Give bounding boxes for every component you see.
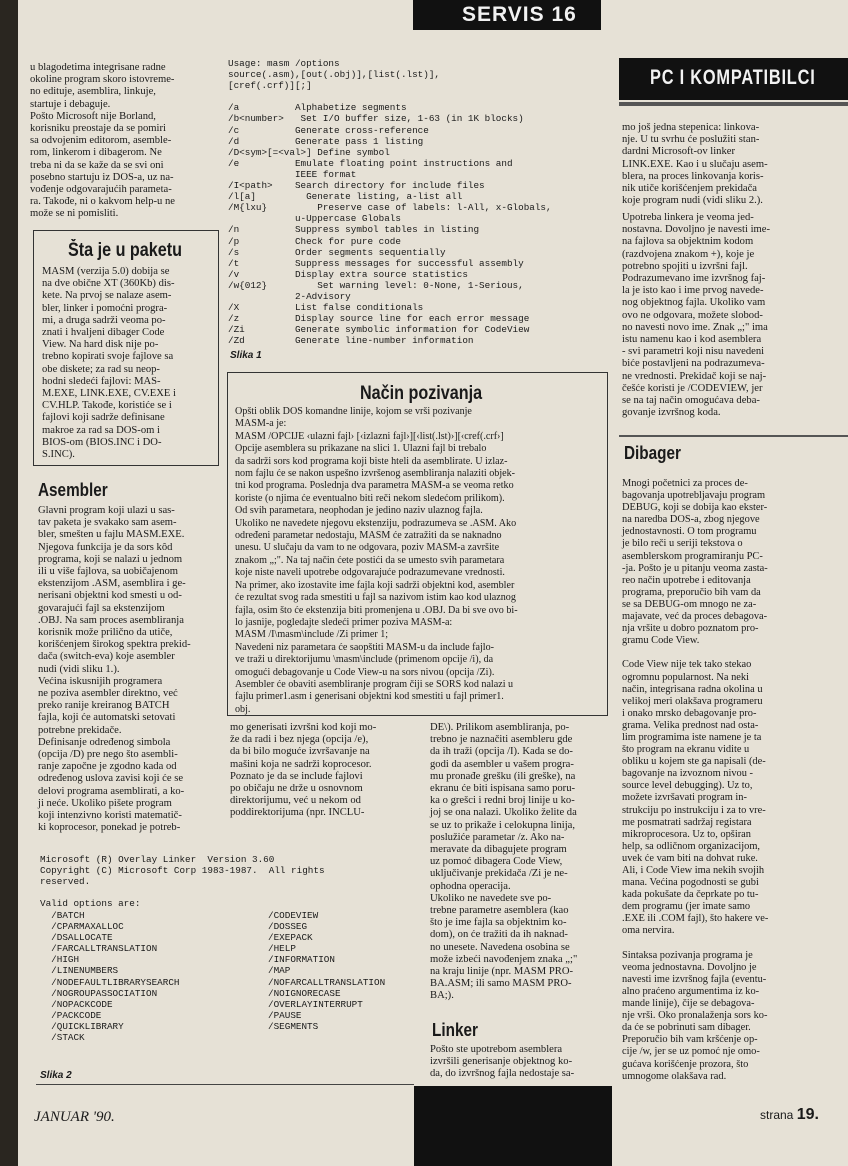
dibager-text: Mnogi početnici za proces de- bagovanja upotrebljavaju program DEBUG, koji se dobija kao ekster- na naredba DOS-a, zbog njegove jednostavnosti. O tom programu je bilo reči u seriji tekstova o asemblerskom programiranju PC- -ja. Pošto je u pitanju veoma zasta- reo način upotrebe i editovanja programa, preporučio bih vam da se sa DEBUG-om mnogo ne za- majavate, već da proces debagova- nja vršite u dobro poznatom pro- gramu Code View. Code View nije tek tako stekao ogromnu popularnost. Na neki način, integrisana radna okolina u velikoj meri olakšava programeru i onako mrsko debagovanje pro- grama. Velika prednost nad osta- lim programima iste namene je ta što program na ekranu vidite u obliku u kojem ste ga napisali (de- bagovanje na izvoznom nivou - source level debugging). Uz to, možete izvršavati program in- strukciju po instrukciju i za to vre- me posmatrati sadržaj registara mikroprocesora. Uz to, opširan help, sa odličnom organizacijom, uvek će vam biti na dohvat ruke. Ali, i Code View ima nekih svojih mana. Većina pogodnosti se gubi kada pokušate da čeprkate po tu- dem programu (jer imate samo .EXE ili .COM fajl), što hakere ve- oma nervira. Sintaksa pozivanja programa je veoma jednostavna. Dovoljno je navesti ime izvršnog fajla (eventu- alno praćeno argumentima iz ko- mande linije), čije se debagova- nje vrši. Oko pronalaženja sors ko- da će se pobrinuti sam dibager. Preporučio bih vam kršćenje op- cije /w, jer se uz pomoć nje omo- gućava korišćenje prozora, što umnogome olakšava rad.: [622, 478, 769, 1082]
page-edge: [0, 0, 18, 1166]
figure-1-caption: Slika 1: [230, 350, 262, 361]
section-title: PC I KOMPATIBILCI: [650, 66, 816, 89]
package-box-text: MASM (verzija 5.0) dobija se na dve obične XT (360Kb) dis- kete. Na prvoj se nalaze asem- bler, linker i pomoćni progra- mi, a druga sadrži veoma po- znati i hvaljeni dibager Code View. Na hard disk nije po- trebno kopirati svoje fajlove sa obe diskete; za rad su neop- hodni sledeći fajlovi: MAS- M.EXE, LINK.EXE, CV.EXE i CV.HLP. Takođe, koristiće se i fajlovi koji sadrže definisane makroe za rad sa DOS-om i BIOS-om (BIOS.INC i DO- S.INC).: [42, 266, 176, 461]
page-number: [760, 1106, 819, 1124]
linker-header-listing: Microsoft (R) Overlay Linker Version 3.60 Copyright (C) Microsoft Corp 1983-1987. All rights reserved. Valid options are:: [40, 854, 325, 910]
linker-heading: Linker: [432, 1020, 478, 1040]
page-label: strana: [760, 1108, 794, 1122]
include-text: mo generisati izvršni kod koji mo- že da radi i bez njega (opcija /e), da bi bilo moguće izvršavanje na mašini koja ne sadrži koprocesor. Poznato je da se include fajlovi po običaju ne drže u osnovnom direktorijumu, već u nekom od poddirektorijuma (npr. INCLU-: [230, 722, 377, 819]
asembler-heading: Asembler: [38, 480, 108, 500]
package-box-title: Šta je u paketu: [68, 240, 182, 261]
dibager-rule: [619, 435, 848, 437]
intro-text: u blagodetima integrisane radne okoline program skoro istovreme- no edituje, asemblira, linkuje, startuje i debaguje. Pošto Microsoft nije Borland, korisniku preostaje da se pomiri sa odvojenim editorom, asemble- rom, linkerom i dibagerom. Ne treba ni da se kaže da se svi oni posebno startuju iz DOS-a, uz na- vođenje odgovarajućih parameta- ra. Takođe, ni o kakvom help-u ne može se ni pomisliti.: [30, 62, 175, 220]
invocation-title: Način pozivanja: [360, 383, 483, 404]
footer-date: JANUAR '90.: [34, 1109, 115, 1125]
servis-header-title: SERVIS 16: [462, 3, 577, 26]
page-number-value: 19.: [796, 1106, 819, 1123]
linker-usage-text: Upotreba linkera je veoma jed- nostavna. Dovoljno je navesti ime- na fajlova sa objektnim kodom (razdvojena znakom +), koje je potrebno spojiti u izvršni fajl. Podrazumevano ime izvršnog faj- la je isto kao i ime prvog navede- nog objektnog fajla. Ukoliko vam ovo ne odgovara, možete slobod- no navesti novo ime. Znak „;" ima istu namenu kao i kod asemblera - svi parametri koji nisu navedeni biće postavljeni na podrazumeva- ne vrednosti. Prekidač koji se naj- češće koristi je /CODEVIEW, jer se na taj način omogućava deba- govanje izvršnog koda.: [622, 212, 770, 419]
linking-text: mo još jedna stepenica: linkova- nje. U tu svrhu će poslužiti stan- dardni Microsoft-ov linker LINK.EXE. Kao i u slučaju asem- blera, na proces linkovanja koris- nik utiče korišćenjem prekidača koje program nudi (vidi sliku 2.).: [622, 122, 768, 207]
asm-params-text: DE\). Prilikom asembliranja, po- trebno je naznačiti asembleru gde da ih traži (opcija /I). Kada se do- godi da asembler u vašem progra- mu pronađe grešku (ili greške), na ekranu će biti ispisana samo poru- ka o grešci i redni broj linije u ko- joj se ona nalazi. Ukoliko želite da se uz to prikaže i celokupna linija, poslužiće parametar /z. Ako na- meravate da dibagujete program uz pomoć dibagera Code View, uključivanje prekidača /Zi je ne- ophodna operacija. Ukoliko ne navedete sve po- trebne parametre asemblera (kao što je ime fajla sa objektnim ko- dom), on će tražiti da ih naknad- no unesete. Navedena osobina se može izbeći navođenjem znaka „;" na kraju linije (npr. MASM PRO- BA.ASM; ili samo MASM PRO- BA;).: [430, 722, 578, 1002]
linker-options-right: /CODEVIEW /DOSSEG /EXEPACK /HELP /INFORMATION /MAP /NOFARCALLTRANSLATION /NOIGNORECASE /OVERLAYINTERRUPT /PAUSE /SEGMENTS: [268, 910, 386, 1032]
linker-text: Pošto ste upotrebom asemblera izvršili generisanje objektnog ko- da, do izvršnog fajla nedostaje sa-: [430, 1044, 575, 1080]
section-divider: [619, 102, 848, 106]
figure-2-caption: Slika 2: [40, 1070, 72, 1081]
footer-bar: [414, 1086, 612, 1166]
masm-options-listing: Usage: masm /options source(.asm),[out(.obj)],[list(.lst)], [cref(.crf)][;] /a Alphabetize segments /b<number> Set I/O buffer size, 1-63 (in 1K blocks) /c Generate cross-reference /d Generate pass 1 listing /D<sym>[=<val>] Define symbol /e Emulate floating point instructions and IEEE format /I<path> Search directory for include files /l[a] Generate listing, a-list all /M{lxu} Preserve case of labels: l-All, x-Globals, u-Uppercase Globals /n Suppress symbol tables in listing /p Check for pure code /s Order segments sequentially /t Suppress messages for successful assembly /v Display extra source statistics /w{012} Set warning level: 0-None, 1-Serious, 2-Advisory /X List false conditionals /z Display source line for each error message /Zi Generate symbolic information for CodeView /Zd Generate line-number information: [228, 58, 552, 347]
asembler-text: Glavni program koji ulazi u sas- tav paketa je svakako sam asem- bler, smešten u fajlu MASM.EXE. Njegova funkcija je da sors kôd programa, koji se nalazi u jednom ili u više fajlova, sa uobičajenom ekstenzijom .ASM, asemblira i ge- nerisani objektni kod smesti u od- govarajući fajl sa ekstenzijom .OBJ. Na sam proces asembliranja korisnik može prilično da utiče, korišćenjem širokog spektra prekid- dača (switch-eva) koje asembler nudi (vidi sliku 1.). Većina iskusnijih programera ne poziva asembler direktno, već preko ranije kreiranog BATCH fajla, koji će automatski setovati potrebne prekidače. Definisanje određenog simbola (opcija /D) pre nego što asembli- ranje započne je zgodno kada od određenog uslova zavisi koji će se delovi programa asemblirati, a ko- ji neće. Ukoliko pišete program koji intenzivno koristi matematič- ki koprocesor, ponekad je potreb-: [38, 505, 191, 834]
dibager-heading: Dibager: [624, 443, 681, 463]
linker-options-left: /BATCH /CPARMAXALLOC /DSALLOCATE /FARCALLTRANSLATION /HIGH /LINENUMBERS /NODEFAULTLIBRARYSEARCH /NOGROUPASSOCIATION /NOPACKCODE /PACKCODE /QUICKLIBRARY /STACK: [51, 910, 180, 1044]
invocation-text: Opšti oblik DOS komandne linije, kojom se vrši pozivanje MASM-a je: MASM /OPCIJE ‹ulazni fajl› [‹izlazni fajl›][‹list(.lst)›][‹cref(.crf›] Opcije asemblera su prikazane na slici 1. Ulazni fajl bi trebalo da sadrži sors kod programa koji biste hteli da asemblirate. U izlaz- nom fajlu će se nakon uspešno izvršenog asembliranja nalaziti objek- tni kod programa. Poslednja dva parametra MASM-a se veoma retko koriste (o njima će eventualno biti reči nekom sledećom prilikom). Od svih parametara, neophodan je jedino naziv ulaznog fajla. Ukoliko ne navedete njegovu ekstenziju, podrazumeva se .ASM. Ako određeni parametar nedostaju, MASM će zatražiti da se naknadno unesu. U slučaju da vam to ne odgovara, poziv MASM-a završite znakom „;". Na taj način ćete postići da se umesto svih parametara koje niste naveli upotrebe odgovarajuće podrazumevane vrednosti. Na primer, ako izostavite ime fajla koji sadrži objektni kod, asembler će rezultat svog rada smestiti u fajl sa nazivom istim kao kod ulaznog fajla, osim što će ekstenzija biti promenjena u .OBJ. Da bi sve ovo bi- lo jasnije, pogledajte sledeći primer poziva MASM-a: MASM /I\masm\include /Zi primer 1; Navedeni niz parametara će saopštiti MASM-u da include fajlo- ve traži u direktorijumu \masm\include (primenom opcije /i), da omogući debagovanje u Code View-u na sors nivou (opcija /Zi). Asembler će obaviti asembliranje program čiji se SORS kod nalazi u fajlu primer1.asm i generisani objektni kod smestiti u fajl primer1. obj.: [235, 406, 518, 715]
listing-rule: [36, 1084, 414, 1085]
